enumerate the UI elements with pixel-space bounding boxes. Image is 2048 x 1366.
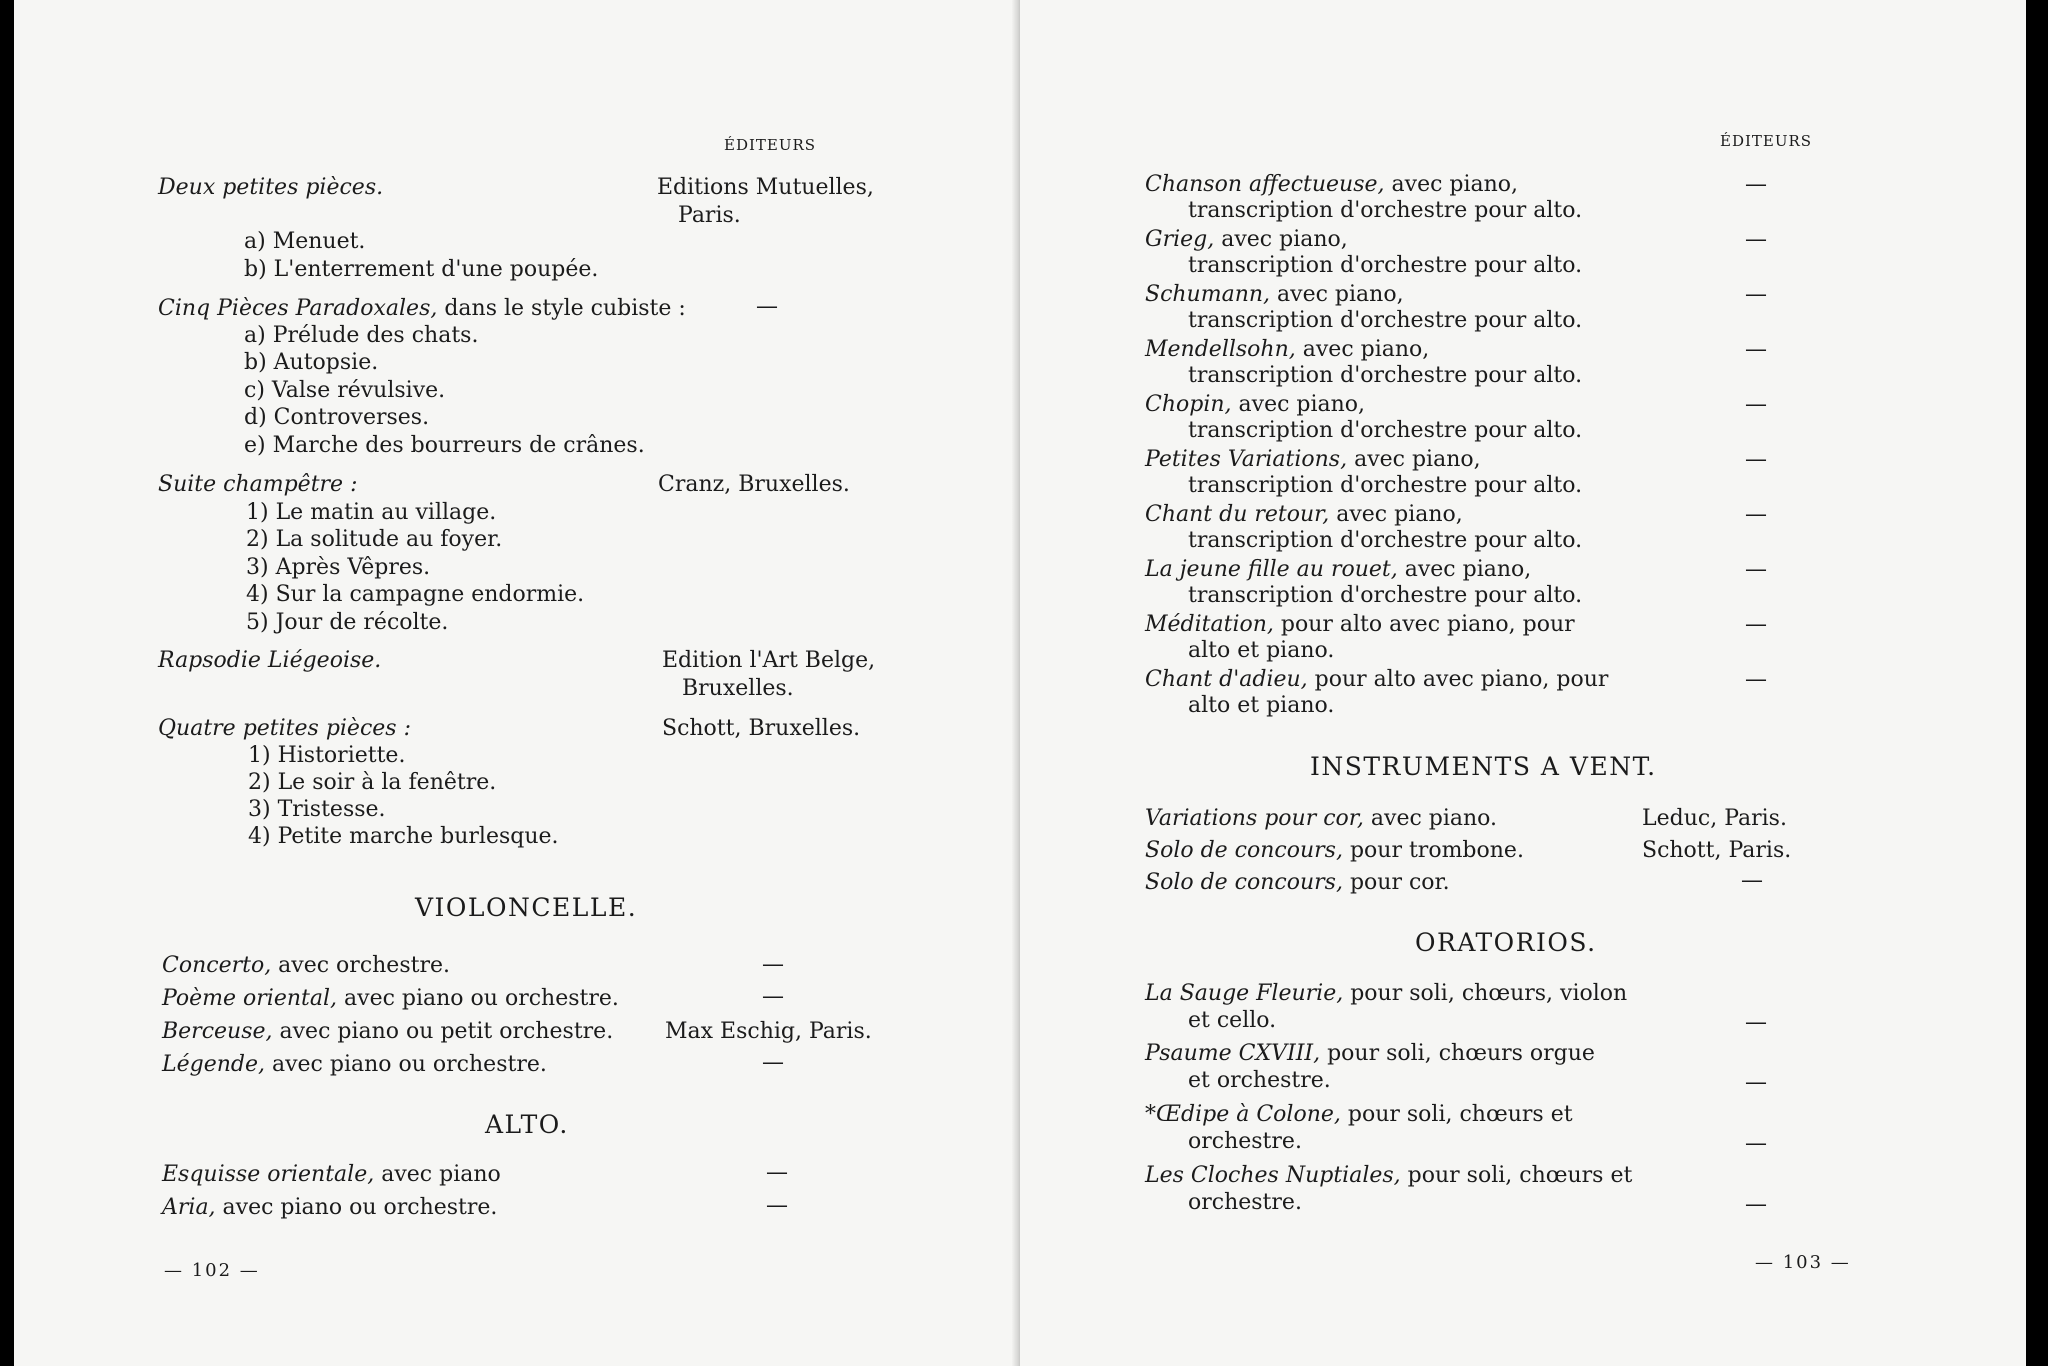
list-item: 5) Jour de récolte. (246, 610, 449, 635)
publisher-ditto: — (1745, 557, 1767, 582)
work-title: La Sauge Fleurie, (1145, 981, 1344, 1006)
work-title: Deux petites pièces. (158, 175, 384, 200)
work-entry: La Sauge Fleurie, pour soli, chœurs, violon (1145, 981, 1628, 1006)
work-title: Solo de concours, (1145, 838, 1343, 863)
list-item: c) Valse révulsive. (244, 378, 446, 403)
work-entry: Chant d'adieu, pour alto avec piano, pour (1145, 667, 1609, 692)
publisher: Max Eschig, Paris. (665, 1019, 872, 1044)
list-item: 3) Après Vêpres. (246, 555, 431, 580)
work-entry: Légende, avec piano ou orchestre. (162, 1052, 547, 1077)
publisher: Edition l'Art Belge, (662, 648, 876, 673)
work-title: Rapsodie Liégeoise. (158, 648, 382, 673)
work-title: Légende, (162, 1052, 265, 1077)
publisher-ditto: — (1745, 282, 1767, 307)
publisher-ditto: — (762, 984, 784, 1009)
work-title: Solo de concours, (1145, 870, 1343, 895)
publisher-ditto: — (1745, 392, 1767, 417)
work-title: La jeune fille au rouet, (1145, 557, 1398, 582)
work-title: Berceuse, (162, 1019, 273, 1044)
work-entry-continuation: et cello. (1188, 1008, 1277, 1033)
work-entry (158, 175, 383, 200)
publisher-ditto: — (1745, 1070, 1767, 1095)
work-entry: *Œdipe à Colone, pour soli, chœurs et (1145, 1102, 1573, 1127)
publisher-ditto: — (1745, 612, 1767, 637)
work-entry: Esquisse orientale, avec piano (162, 1162, 501, 1187)
work-entry: Solo de concours, pour cor. (1145, 870, 1450, 895)
work-title: Grieg, (1145, 227, 1215, 252)
work-entry: Chant du retour, avec piano, (1145, 502, 1463, 527)
section-heading-oratorios: ORATORIOS. (1415, 928, 1597, 957)
publisher-ditto: — (1745, 1192, 1767, 1217)
scan-border-left (0, 0, 14, 1366)
work-title: Cinq Pièces Paradoxales, (158, 296, 438, 321)
work-entry (158, 716, 411, 741)
work-title: *Œdipe à Colone, (1145, 1102, 1341, 1127)
work-entry-continuation: transcription d'orchestre pour alto. (1188, 198, 1583, 223)
work-entry-continuation: alto et piano. (1188, 693, 1335, 718)
list-item: 3) Tristesse. (248, 797, 386, 822)
work-title: Les Cloches Nuptiales, (1145, 1163, 1401, 1188)
work-title: Concerto, (162, 953, 272, 978)
work-entry: Les Cloches Nuptiales, pour soli, chœurs et (1145, 1163, 1633, 1188)
publisher-city: Bruxelles. (682, 676, 794, 701)
list-item: b) Autopsie. (244, 350, 379, 375)
work-title: Esquisse orientale, (162, 1162, 375, 1187)
publisher-ditto: — (762, 952, 784, 977)
work-title: Chanson affectueuse, (1145, 172, 1385, 197)
work-entry: Grieg, avec piano, (1145, 227, 1348, 252)
work-entry: Petites Variations, avec piano, (1145, 447, 1481, 472)
work-entry: Poème oriental, avec piano ou orchestre. (162, 986, 619, 1011)
publisher-ditto: — (1745, 227, 1767, 252)
work-entry: La jeune fille au rouet, avec piano, (1145, 557, 1532, 582)
list-item: e) Marche des bourreurs de crânes. (244, 433, 645, 458)
work-title: Petites Variations, (1145, 447, 1348, 472)
publisher-ditto: — (1745, 502, 1767, 527)
publisher: Leduc, Paris. (1642, 806, 1787, 831)
page-number: — 103 — (1755, 1252, 1851, 1273)
publisher-ditto: — (1745, 667, 1767, 692)
list-item: a) Menuet. (244, 229, 366, 254)
work-entry: Concerto, avec orchestre. (162, 953, 450, 978)
publisher-ditto: — (1745, 337, 1767, 362)
work-title: Chant du retour, (1145, 502, 1330, 527)
work-title: Quatre petites pièces : (158, 716, 411, 741)
list-item: 4) Petite marche burlesque. (248, 824, 559, 849)
section-heading-violoncelle: VIOLONCELLE. (415, 893, 638, 922)
work-entry-continuation: transcription d'orchestre pour alto. (1188, 308, 1583, 333)
list-item: 2) Le soir à la fenêtre. (248, 770, 497, 795)
section-heading-alto: ALTO. (485, 1110, 569, 1139)
work-entry-continuation: orchestre. (1188, 1190, 1302, 1215)
work-title: Aria, (162, 1195, 216, 1220)
work-entry: Berceuse, avec piano ou petit orchestre. (162, 1019, 614, 1044)
work-entry: Chopin, avec piano, (1145, 392, 1366, 417)
publisher-ditto: — (1745, 172, 1767, 197)
work-title: Poème oriental, (162, 986, 338, 1011)
work-entry-continuation: transcription d'orchestre pour alto. (1188, 583, 1583, 608)
publishers-column-header: ÉDITEURS (724, 136, 817, 154)
work-entry-continuation: transcription d'orchestre pour alto. (1188, 363, 1583, 388)
work-entry (158, 648, 381, 673)
publisher-ditto: — (762, 1050, 784, 1075)
work-title: Mendellsohn, (1145, 337, 1296, 362)
publisher-ditto: — (766, 1160, 788, 1185)
work-title: Psaume CXVIII, (1145, 1041, 1321, 1066)
work-entry-continuation: transcription d'orchestre pour alto. (1188, 418, 1583, 443)
work-entry: Psaume CXVIII, pour soli, chœurs orgue (1145, 1041, 1595, 1066)
work-title: Suite champêtre : (158, 472, 358, 497)
work-entry (158, 472, 357, 497)
list-item: a) Prélude des chats. (244, 323, 479, 348)
work-entry: Variations pour cor, avec piano. (1145, 806, 1498, 831)
list-item: 4) Sur la campagne endormie. (246, 582, 585, 607)
work-entry: Mendellsohn, avec piano, (1145, 337, 1430, 362)
work-entry: Cinq Pièces Paradoxales, dans le style cubiste : (158, 296, 686, 321)
publisher-ditto: — (766, 1193, 788, 1218)
publisher-ditto: — (756, 294, 778, 319)
publisher-ditto: — (1741, 868, 1763, 893)
work-title: Schumann, (1145, 282, 1271, 307)
work-title: Méditation, (1145, 612, 1274, 637)
work-entry-continuation: transcription d'orchestre pour alto. (1188, 253, 1583, 278)
work-entry: Aria, avec piano ou orchestre. (162, 1195, 498, 1220)
list-item: d) Controverses. (244, 405, 430, 430)
publisher: Cranz, Bruxelles. (658, 472, 850, 497)
work-entry: Solo de concours, pour trombone. (1145, 838, 1524, 863)
publisher: Editions Mutuelles, (657, 175, 874, 200)
work-entry-continuation: alto et piano. (1188, 638, 1335, 663)
list-item: 2) La solitude au foyer. (246, 527, 503, 552)
list-item: b) L'enterrement d'une poupée. (244, 257, 599, 282)
work-title: Variations pour cor, (1145, 806, 1364, 831)
list-item: 1) Historiette. (248, 743, 406, 768)
right-page (1020, 0, 2026, 1366)
scan-border-right (2026, 0, 2048, 1366)
publisher-ditto: — (1745, 447, 1767, 472)
work-entry: Chanson affectueuse, avec piano, (1145, 172, 1519, 197)
publisher: Schott, Paris. (1642, 838, 1792, 863)
work-entry-continuation: et orchestre. (1188, 1068, 1331, 1093)
publishers-column-header: ÉDITEURS (1720, 132, 1813, 150)
section-heading-instruments-a-vent: INSTRUMENTS A VENT. (1310, 752, 1657, 781)
work-title: Chopin, (1145, 392, 1232, 417)
work-entry: Méditation, pour alto avec piano, pour (1145, 612, 1575, 637)
work-entry-continuation: transcription d'orchestre pour alto. (1188, 473, 1583, 498)
publisher-city: Paris. (678, 203, 741, 228)
left-page (14, 0, 1017, 1366)
publisher-ditto: — (1745, 1010, 1767, 1035)
publisher-ditto: — (1745, 1131, 1767, 1156)
work-title: Chant d'adieu, (1145, 667, 1308, 692)
work-entry: Schumann, avec piano, (1145, 282, 1404, 307)
list-item: 1) Le matin au village. (246, 500, 497, 525)
page-number: — 102 — (164, 1260, 260, 1281)
work-entry-continuation: orchestre. (1188, 1129, 1302, 1154)
work-entry-continuation: transcription d'orchestre pour alto. (1188, 528, 1583, 553)
publisher: Schott, Bruxelles. (662, 716, 861, 741)
